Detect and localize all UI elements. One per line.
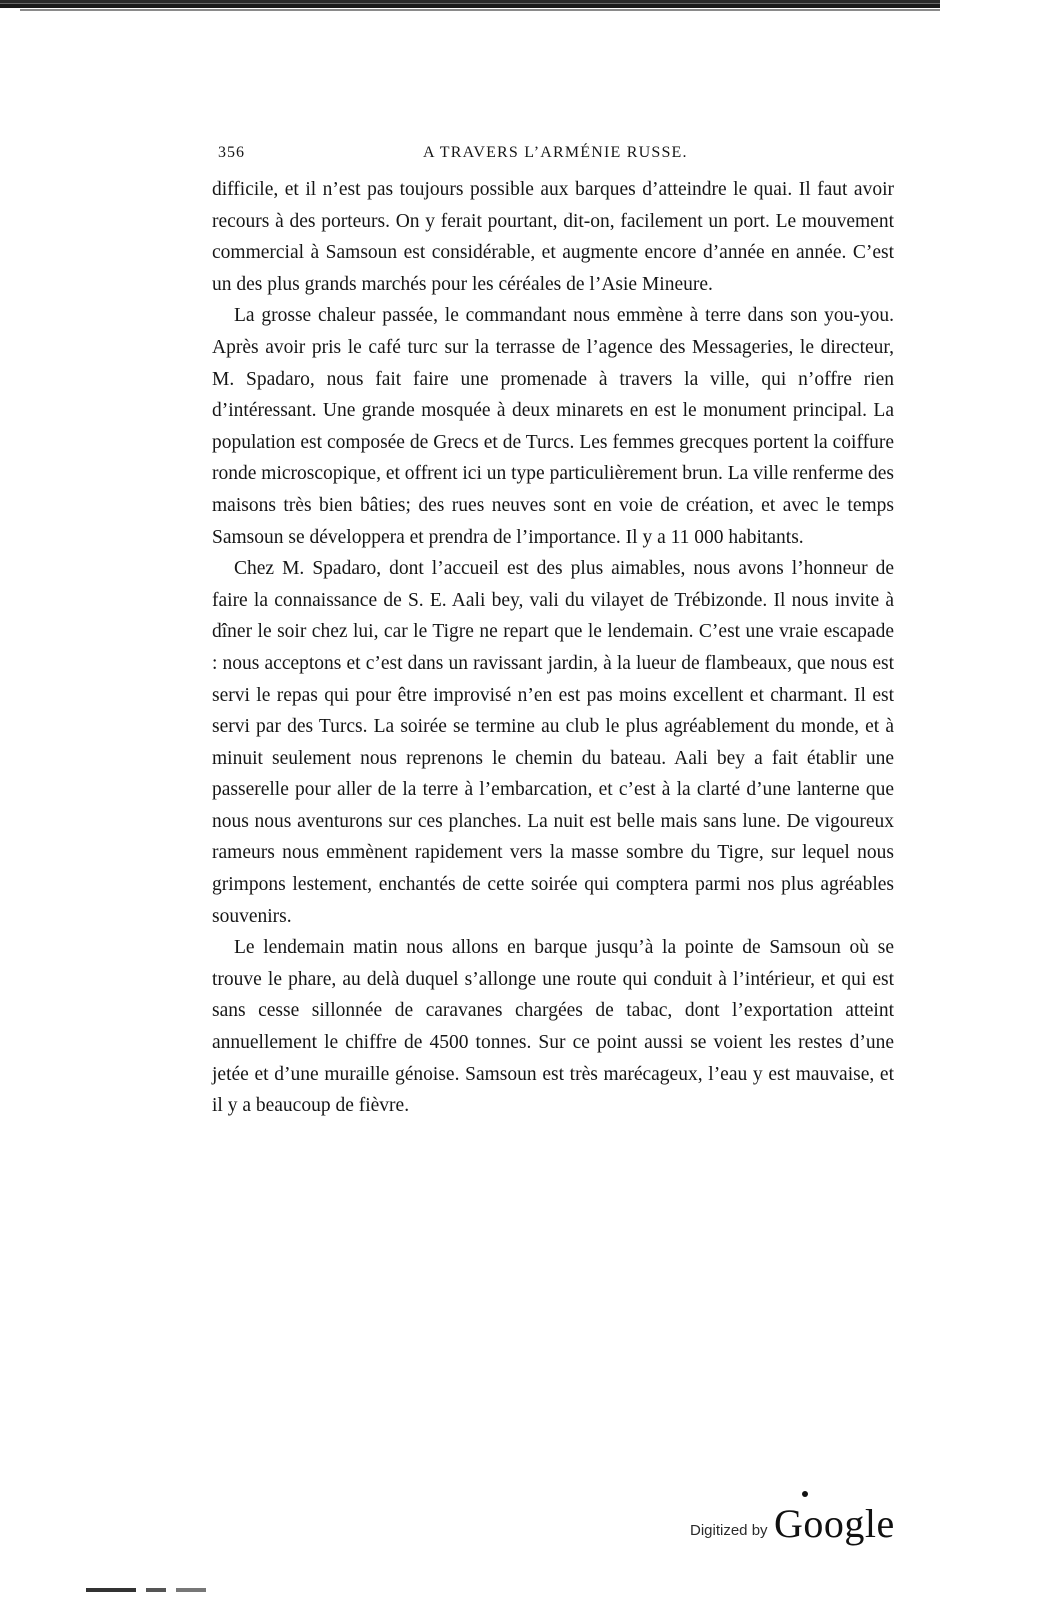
- logo-dot: [802, 1491, 808, 1497]
- google-logo: Google: [774, 1501, 895, 1546]
- digitized-by-label: Digitized by: [690, 1522, 768, 1539]
- scan-edge-hairline: [20, 9, 940, 11]
- scan-smudge: [86, 1588, 206, 1592]
- paragraph-3: Chez M. Spadaro, dont l’accueil est des plus aimables, nous avons l’honneur de faire la connaissance de S. E. Aali bey, vali du vilayet de Trébizonde. Il nous invite à dîner le soir chez lui, car le Tigre ne repart que le lendemain. C’est une vraie escapade : nous acceptons et c’est dans un ravissant jardin, à la lueur de flambeaux, que nous est servi le repas qui pour être improvisé n’en est pas moins excellent et charmant. Il est servi par des Turcs. La soirée se termine au club le plus agréablement du monde, et à minuit seulement nous reprenons le chemin du bateau. Aali bey a fait établir une passerelle pour aller de la terre à l’embarcation, et c’est à la clarté d’une lanterne que nous nous aventurons sur ces planches. La nuit est belle mais sans lune. De vigoureux rameurs nous emmènent rapidement vers la masse sombre du Tigre, sur lequel nous grimpons lestement, enchantés de cette soirée qui comptera parmi nos plus agréables souvenirs.: [212, 558, 894, 927]
- digitization-watermark: [690, 1500, 910, 1550]
- paragraph-2: La grosse chaleur passée, le commandant nous emmène à terre dans son you-you. Après avoir pris le café turc sur la terrasse de l’agence des Messageries, le directeur, M. Spadaro, nous fait faire une promenade à travers la ville, qui n’offre rien d’intéressant. Une grande mosquée à deux minarets en est le monument principal. La population est composée de Grecs et de Turcs. Les femmes grecques portent la coiffure ronde microscopique, et offrent ici un type particulièrement brun. La ville renferme des maisons très bien bâties; des rues neuves sont en voie de création, et avec le temps Samsoun se développera et prendra de l’importance. Il y a 11 000 habitants.: [212, 305, 894, 548]
- body-text: [212, 174, 894, 1122]
- paragraph-1: difficile, et il n’est pas toujours possible aux barques d’atteindre le quai. Il faut avoir recours à des porteurs. On y ferait pourtant, dit-on, facilement un port. Le mouvement commercial à Samsoun est considérable, et augmente encore d’année en année. C’est un des plus grands marchés pour les céréales de l’Asie Mineure.: [212, 179, 894, 295]
- top-scan-border: [0, 0, 940, 14]
- paragraph-4: Le lendemain matin nous allons en barque jusqu’à la pointe de Samsoun où se trouve le phare, au delà duquel s’allonge une route qui conduit à l’intérieur, et qui est sans cesse sillonnée de caravanes chargées de tabac, dont l’exportation atteint annuellement le chiffre de 4500 tonnes. Sur ce point aussi se voient les restes d’une jetée et d’une muraille génoise. Samsoun est très marécageux, l’eau y est mauvaise, et il y a beaucoup de fièvre.: [212, 937, 894, 1117]
- running-head: [218, 144, 890, 166]
- running-title: A TRAVERS L’ARMÉNIE RUSSE.: [423, 144, 688, 161]
- page-number: 356: [218, 144, 245, 161]
- scan-edge-band: [0, 0, 940, 8]
